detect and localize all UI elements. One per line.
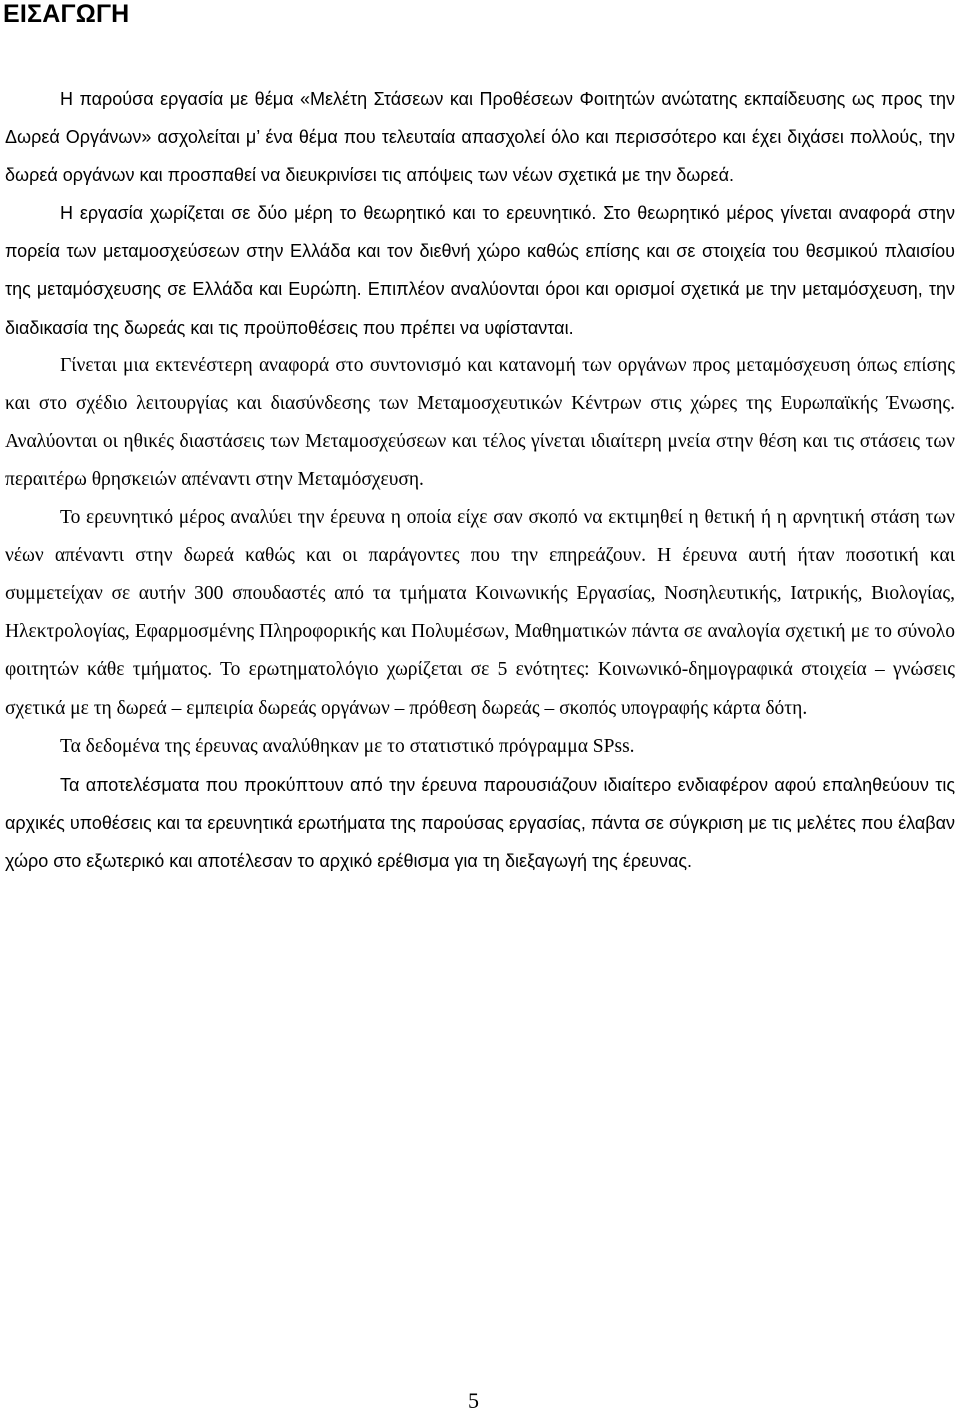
- page-number: 5: [468, 1388, 479, 1413]
- page-title: ΕΙΣΑΓΩΓΗ: [3, 0, 130, 28]
- body-text: [5, 80, 955, 880]
- paragraph-intro: Η παρούσα εργασία με θέμα «Μελέτη Στάσεων και Προθέσεων Φοιτητών ανώτατης εκπαίδευσης ως προς την Δωρεά Οργάνων» ασχολείται μ’ ένα θέμα που τελευταία απασχολεί όλο και περισσότερο και έχει διχάσει πολλούς, την δωρεά οργάνων και προσπαθεί να διευκρινίσει τις απόψεις των νέων σχετικά με την δωρεά.: [5, 89, 955, 186]
- paragraph-research: Το ερευνητικό μέρος αναλύει την έρευνα η οποία είχε σαν σκοπό να εκτιμηθεί η θετική ή η αρνητική στάση των νέων απέναντι στην δωρεά καθώς και οι παράγοντες που την επηρεάζουν. Η έρευνα αυτή ήταν ποσοτική και συμμετείχαν σε αυτήν 300 σπουδαστές από τα τμήματα Κοινωνικής Εργασίας, Νοσηλευτικής, Ιατρικής, Βιολογίας, Ηλεκτρολογίας, Εφαρμοσμένης Πληροφορικής και Πολυμέσων, Μαθηματικών πάντα σε αναλογία σχετική με το σύνολο φοιτητών κάθε τμήματος. Το ερωτηματολόγιο χωρίζεται σε 5 ενότητες: Κοινωνικό-δημογραφικά στοιχεία – γνώσεις σχετικά με τη δωρεά – εμπειρία δωρεάς οργάνων – πρόθεση δωρεάς – σκοπός υπογραφής κάρτα δότη.: [5, 507, 955, 719]
- paragraph-analysis: Τα δεδομένα της έρευνας αναλύθηκαν με το στατιστικό πρόγραμμα SPss.: [60, 735, 635, 757]
- paragraph-structure: Η εργασία χωρίζεται σε δύο μέρη το θεωρητικό και το ερευνητικό. Στο θεωρητικό μέρος γίνεται αναφορά στην πορεία των μεταμοσχεύσεων στην Ελλάδα και τον διεθνή χώρο καθώς επίσης και σε στοιχεία του θεσμικού πλαισίου της μεταμόσχευσης σε Ελλάδα και Ευρώπη. Επιπλέον αναλύονται όροι και ορισμοί σχετικά με την μεταμόσχευση, την διαδικασία της δωρεάς και τις προϋποθέσεις που πρέπει να υφίστανται.: [5, 203, 955, 338]
- paragraph-results: Τα αποτελέσματα που προκύπτουν από την έρευνα παρουσιάζουν ιδιαίτερο ενδιαφέρον αφού επαληθεύουν τις αρχικές υποθέσεις και τα ερευνητικά ερωτήματα της παρούσας εργασίας, πάντα σε σύγκριση με τις μελέτες που έλαβαν χώρο στο εξωτερικό και αποτέλεσαν το αρχικό ερέθισμα για τη διεξαγωγή της έρευνας.: [5, 774, 955, 871]
- paragraph-coordination: Γίνεται μια εκτενέστερη αναφορά στο συντονισμό και κατανομή των οργάνων προς μεταμόσχευση όπως επίσης και στο σχέδιο λειτουργίας και διασύνδεσης των Μεταμοσχευτικών Κέντρων στις χώρες της Ευρωπαϊκής Ένωσης. Αναλύονται οι ηθικές διαστάσεις των Μεταμοσχεύσεων και τέλος γίνεται ιδιαίτερη μνεία στην θέση και τις στάσεις των περαιτέρω θρησκειών απέναντι στην Μεταμόσχευση.: [5, 354, 955, 490]
